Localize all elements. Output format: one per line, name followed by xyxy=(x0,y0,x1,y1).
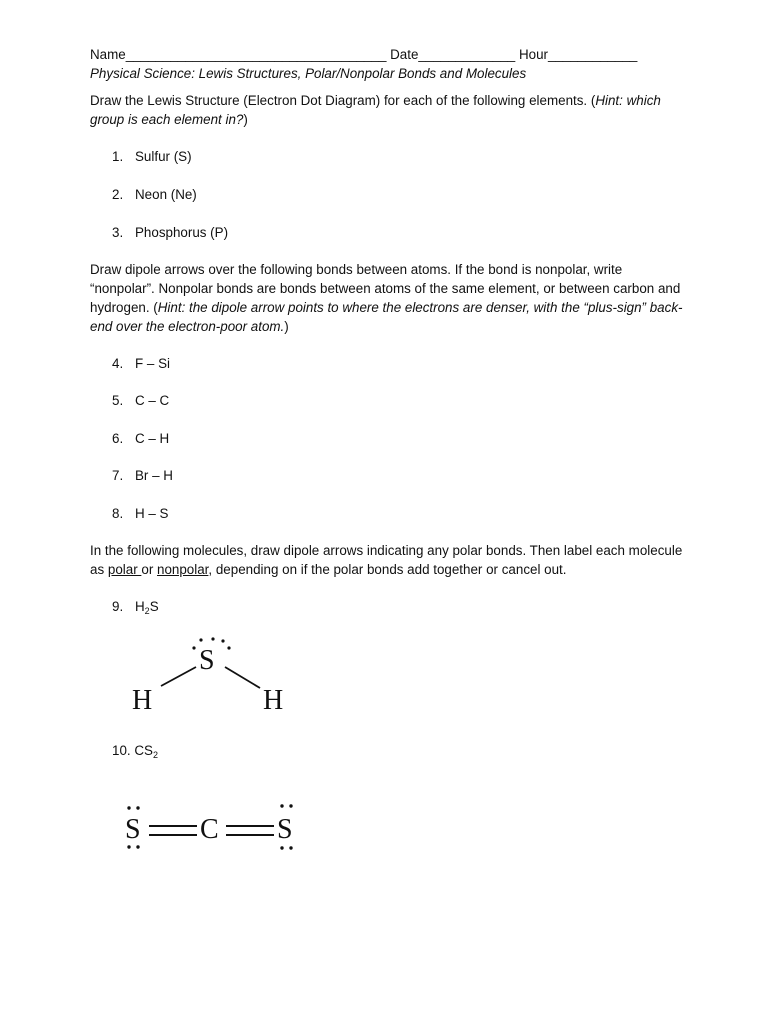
list-item xyxy=(90,429,690,448)
item-text: Phosphorus (P) xyxy=(135,225,229,240)
lone-pair-dot xyxy=(280,804,283,807)
section2-list xyxy=(90,354,690,523)
item-text: Sulfur (S) xyxy=(135,149,192,164)
formula-subscript: 2 xyxy=(144,606,150,616)
or-word: or xyxy=(141,562,158,577)
section3-instruction-end: , depending on if the polar bonds add together or cancel out. xyxy=(208,562,567,577)
item-number: 8. xyxy=(112,506,124,521)
cs2-bonds xyxy=(0,0,320,80)
lone-pair-dot xyxy=(280,846,283,849)
name-blank: ___________________________________ xyxy=(125,47,387,62)
item-number: 2. xyxy=(112,187,124,202)
item-number: 9. xyxy=(112,599,124,614)
lone-pair-dot xyxy=(127,806,130,809)
lone-pair-dot xyxy=(136,845,139,848)
lone-pair-dot xyxy=(211,637,214,640)
list-item xyxy=(90,147,690,166)
worksheet-subtitle: Physical Science: Lewis Structures, Polar/Nonpolar Bonds and Molecules xyxy=(90,66,527,81)
lone-pair-dot xyxy=(221,639,224,642)
worksheet xyxy=(90,45,690,616)
atom-c: C xyxy=(200,814,219,845)
list-item xyxy=(90,354,690,373)
nonpolar-word: nonpolar xyxy=(157,562,209,577)
lone-pair-dot xyxy=(127,845,130,848)
section1-instruction-end: ) xyxy=(243,112,248,127)
item-text: C – C xyxy=(135,393,170,408)
list-item xyxy=(90,391,690,410)
list-item xyxy=(90,597,690,616)
bond-line xyxy=(225,667,260,688)
lone-pair-dot xyxy=(289,804,292,807)
section1-list xyxy=(90,147,690,242)
section2-instruction-text: Draw dipole arrows over the following bonds between atoms. If the bond is nonpolar, write “nonpolar”. Nonpolar bonds are bonds between atoms of the same element, or between carbon and hydrogen. ( xyxy=(90,262,681,315)
lone-pair-dot xyxy=(199,638,202,641)
list-item xyxy=(90,466,690,485)
atom-s-left: S xyxy=(125,814,141,845)
polar-word: polar xyxy=(107,562,142,577)
name-label: Name xyxy=(90,47,126,62)
atom-s: S xyxy=(199,645,215,676)
formula-subscript: 2 xyxy=(152,750,158,760)
section1-instruction-text: Draw the Lewis Structure (Electron Dot Diagram) for each of the following elements. ( xyxy=(90,93,596,108)
section2-instruction-end: ) xyxy=(284,319,289,334)
item-text: Neon (Ne) xyxy=(135,187,197,202)
item-number: 10. xyxy=(112,743,131,758)
item-text: H – S xyxy=(135,506,169,521)
list-item xyxy=(90,223,690,242)
date-blank: _____________ xyxy=(418,47,516,62)
atom-s-right: S xyxy=(277,814,293,845)
lone-pair-dot xyxy=(289,846,292,849)
date-label: Date xyxy=(390,47,419,62)
lone-pair-dot xyxy=(136,806,139,809)
item-text: Br – H xyxy=(135,468,173,483)
item-number: 7. xyxy=(112,468,124,483)
hour-label: Hour xyxy=(518,47,549,62)
formula-rest: S xyxy=(149,599,159,614)
item-number: 4. xyxy=(112,356,124,371)
item-number: 5. xyxy=(112,393,124,408)
section1-hint: Hint: which group is each element in? xyxy=(90,93,661,127)
item-text: C – H xyxy=(135,431,170,446)
item-number: 1. xyxy=(112,149,124,164)
bond-line xyxy=(161,667,196,686)
atom-h-left: H xyxy=(132,685,153,716)
item-text: F – Si xyxy=(135,356,170,371)
lone-pair-dot xyxy=(192,646,195,649)
section3-instruction-text: In the following molecules, draw dipole arrows indicating any polar bonds. Then label each molecule as xyxy=(90,543,683,577)
formula-main: CS xyxy=(134,743,153,758)
item-number: 6. xyxy=(112,431,124,446)
list-item xyxy=(90,185,690,204)
lone-pair-dot xyxy=(227,646,230,649)
section2-hint: Hint: the dipole arrow points to where the electrons are denser, with the “plus-sign” back-end over the electron-poor atom. xyxy=(90,300,683,334)
atom-h-right: H xyxy=(263,685,284,716)
item-number: 3. xyxy=(112,225,124,240)
hour-blank: ____________ xyxy=(548,47,638,62)
section3-list xyxy=(90,597,690,616)
section3-instruction xyxy=(90,541,690,579)
item-10 xyxy=(112,741,158,760)
list-item xyxy=(90,504,690,523)
section2-instruction xyxy=(90,260,690,336)
formula-main: H xyxy=(135,599,145,614)
